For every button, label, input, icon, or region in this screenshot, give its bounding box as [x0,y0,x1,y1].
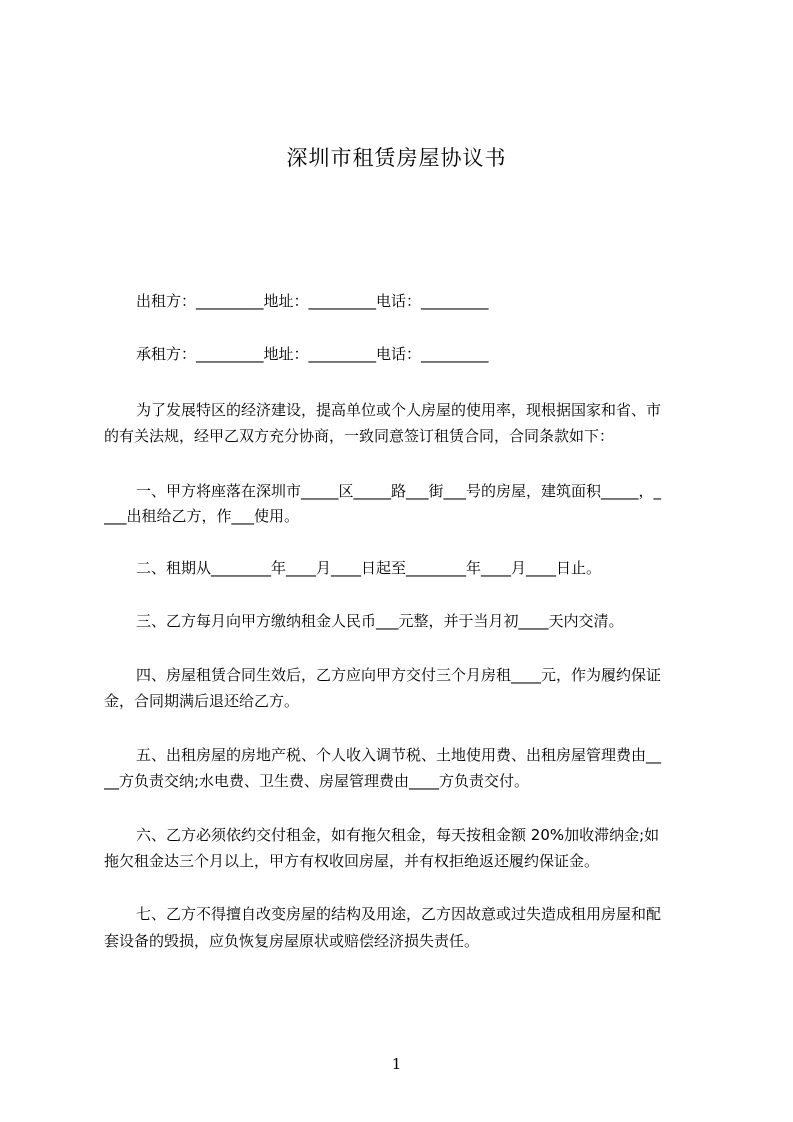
paragraph-line: 二、租期从________年____月____日起至________年____月____日止。 [136,559,602,577]
paragraph-line: 为了发展特区的经济建设，提高单位或个人房屋的使用率，现根据国家和省、市 [136,401,662,419]
lessee-line: 承租方：_________地址：_________电话：_________ [136,345,489,363]
paragraph-line: ___出租给乙方，作___使用。 [104,507,300,525]
paragraph-line: 的有关法规，经甲乙双方充分协商，一致同意签订租赁合同，合同条款如下： [104,427,615,445]
paragraph-line: 金，合同期满后退还给乙方。 [104,692,300,710]
paragraph-line: 七、乙方不得擅自改变房屋的结构及用途，乙方因故意或过失造成租用房屋和配 [136,905,662,923]
paragraph-line: 六、乙方必须依约交付租金，如有拖欠租金，每天按租金额 20%加收滞纳金;如 [136,826,660,844]
paragraph-line: __方负责交纳;水电费、卫生费、房屋管理费由____方负责交付。 [104,772,530,790]
page-number: 1 [391,1055,402,1073]
paragraph-line: 拖欠租金达三个月以上，甲方有权收回房屋，并有权拒绝返还履约保证金。 [104,852,600,870]
paragraph-line: 五、出租房屋的房地产税、个人收入调节税、土地使用费、出租房屋管理费由__ [136,746,662,764]
paragraph-line: 套设备的毁损，应负恢复房屋原状或赔偿经济损失责任。 [104,932,480,950]
document-title: 深圳市租赁房屋协议书 [286,146,507,170]
paragraph-line: 一、甲方将座落在深圳市_____区_____路___街___号的房屋，建筑面积_____，_ [136,482,662,500]
paragraph-line: 四、房屋租赁合同生效后，乙方应向甲方交付三个月房租____元，作为履约保证 [136,666,662,684]
paragraph-line: 三、乙方每月向甲方缴纳租金人民币___元整，并于当月初____天内交清。 [136,612,624,630]
lessor-line: 出租方：_________地址：_________电话：_________ [136,292,489,310]
